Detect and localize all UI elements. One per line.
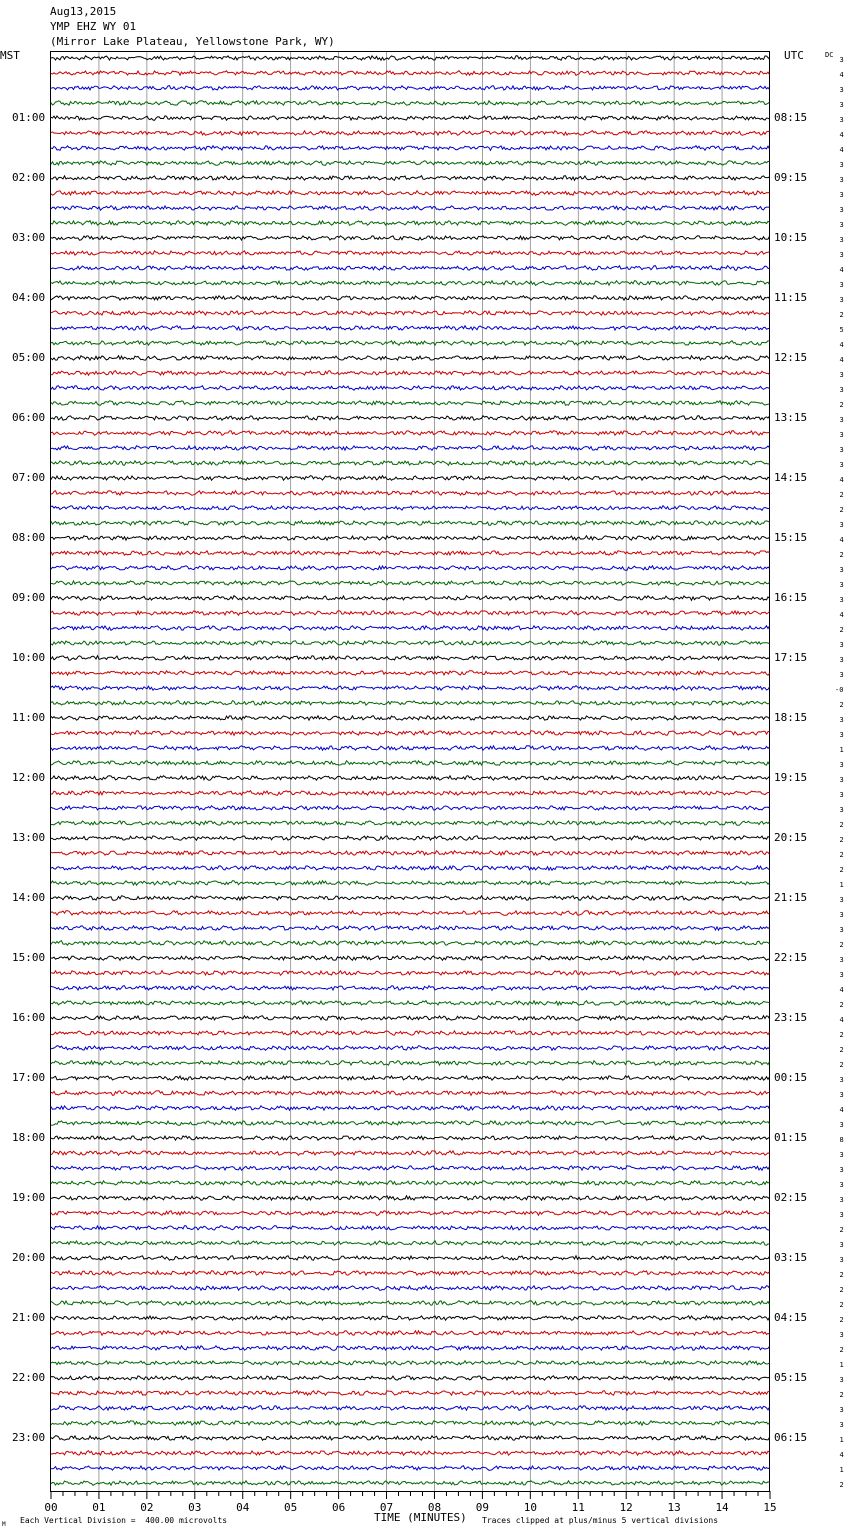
trace-line bbox=[51, 1346, 770, 1351]
dc-value: 3 bbox=[839, 581, 844, 589]
dc-value: 3 bbox=[839, 116, 844, 124]
trace-line bbox=[51, 566, 770, 570]
trace-line bbox=[51, 506, 770, 511]
trace-line bbox=[51, 1151, 770, 1156]
dc-value: 3 bbox=[839, 281, 844, 289]
dc-value: 2 bbox=[839, 1391, 844, 1399]
trace-line bbox=[51, 371, 770, 376]
trace-line bbox=[51, 1316, 770, 1321]
trace-line bbox=[51, 386, 770, 391]
dc-value: 3 bbox=[839, 761, 844, 769]
trace-line bbox=[51, 1406, 770, 1411]
dc-value: 4 bbox=[839, 131, 844, 139]
left-hour-label: 20:00 bbox=[12, 1251, 46, 1264]
x-tick-label: 13 bbox=[667, 1501, 681, 1514]
dc-value: 3 bbox=[839, 596, 844, 604]
dc-value: 3 bbox=[839, 1406, 844, 1414]
dc-value: 4 bbox=[839, 341, 844, 349]
left-hour-label: 04:00 bbox=[12, 291, 46, 304]
trace-line bbox=[51, 776, 770, 781]
trace-line bbox=[51, 1436, 770, 1440]
trace-line bbox=[51, 1196, 770, 1200]
right-hour-label: 16:15 bbox=[774, 591, 808, 604]
dc-value: 4 bbox=[839, 1016, 844, 1024]
trace-line bbox=[51, 746, 770, 750]
dc-value: 3 bbox=[839, 1421, 844, 1429]
dc-value: 2 bbox=[839, 1061, 844, 1069]
dc-value: 2 bbox=[839, 821, 844, 829]
right-hour-label: 14:15 bbox=[774, 471, 808, 484]
trace-line bbox=[51, 191, 770, 196]
trace-line bbox=[51, 341, 770, 346]
dc-value: 2 bbox=[839, 701, 844, 709]
trace-line bbox=[51, 971, 770, 976]
dc-value: 3 bbox=[839, 416, 844, 424]
x-tick-label: 01 bbox=[92, 1501, 106, 1514]
dc-value: 1 bbox=[839, 881, 844, 889]
trace-line bbox=[51, 416, 770, 420]
dc-value: 3 bbox=[839, 161, 844, 169]
dc-value: 2 bbox=[839, 1301, 844, 1309]
scale-note: Each Vertical Division = 400.00 microvolts bbox=[20, 1516, 228, 1525]
left-hour-label: 16:00 bbox=[12, 1011, 46, 1024]
dc-value: 2 bbox=[839, 1481, 844, 1489]
trace-line bbox=[51, 461, 770, 466]
trace-line bbox=[51, 521, 770, 526]
dc-value: 3 bbox=[839, 926, 844, 934]
x-tick-label: 03 bbox=[188, 1501, 202, 1514]
dc-value: 3 bbox=[839, 101, 844, 109]
trace-line bbox=[51, 206, 770, 211]
right-hour-label: 10:15 bbox=[774, 231, 808, 244]
dc-value: 2 bbox=[839, 551, 844, 559]
left-hour-label: 06:00 bbox=[12, 411, 46, 424]
trace-line bbox=[51, 761, 770, 765]
trace-line bbox=[51, 806, 770, 810]
dc-value: 3 bbox=[839, 1076, 844, 1084]
dc-value: 3 bbox=[839, 566, 844, 574]
dc-value: 3 bbox=[839, 1256, 844, 1264]
dc-value: 3 bbox=[839, 431, 844, 439]
trace-line bbox=[51, 551, 770, 555]
dc-value: 3 bbox=[839, 221, 844, 229]
trace-line bbox=[51, 656, 770, 661]
left-hour-label: 13:00 bbox=[12, 831, 46, 844]
trace-line bbox=[51, 491, 770, 495]
dc-value: 3 bbox=[839, 1151, 844, 1159]
right-hour-label: 01:15 bbox=[774, 1131, 808, 1144]
dc-value: 3 bbox=[839, 461, 844, 469]
x-tick-label: 06 bbox=[331, 1501, 346, 1514]
trace-line bbox=[51, 836, 770, 840]
trace-line bbox=[51, 791, 770, 796]
dc-value: 4 bbox=[839, 1451, 844, 1459]
dc-value: 3 bbox=[839, 911, 844, 919]
dc-value: 3 bbox=[839, 1331, 844, 1339]
trace-line bbox=[51, 896, 770, 900]
trace-line bbox=[51, 1211, 770, 1216]
dc-value: 2 bbox=[839, 1226, 844, 1234]
dc-value: 1 bbox=[839, 746, 844, 754]
right-hour-label: 20:15 bbox=[774, 831, 808, 844]
dc-value: 4 bbox=[839, 611, 844, 619]
dc-value: 2 bbox=[839, 851, 844, 859]
dc-value: -0 bbox=[835, 686, 844, 694]
right-hour-label: 11:15 bbox=[774, 291, 808, 304]
left-hour-label: 18:00 bbox=[12, 1131, 46, 1144]
dc-value: 2 bbox=[839, 1316, 844, 1324]
dc-value: 3 bbox=[839, 1091, 844, 1099]
trace-line bbox=[51, 446, 770, 451]
x-tick-label: 10 bbox=[523, 1501, 537, 1514]
dc-value: 3 bbox=[839, 1166, 844, 1174]
trace-line bbox=[51, 1136, 770, 1140]
left-hour-label: 08:00 bbox=[12, 531, 46, 544]
trace-line bbox=[51, 311, 770, 316]
trace-line bbox=[51, 236, 770, 241]
dc-value: 3 bbox=[839, 236, 844, 244]
trace-line bbox=[51, 221, 770, 226]
left-hour-label: 05:00 bbox=[12, 351, 46, 364]
dc-column-label: DC bbox=[825, 51, 834, 59]
trace-line bbox=[51, 431, 770, 436]
trace-line bbox=[51, 1091, 770, 1096]
dc-value: 2 bbox=[839, 1046, 844, 1054]
dc-value: 2 bbox=[839, 866, 844, 874]
trace-line bbox=[51, 1076, 770, 1080]
x-tick-label: 08 bbox=[427, 1501, 442, 1514]
right-hour-label: 13:15 bbox=[774, 411, 808, 424]
dc-value: 3 bbox=[839, 176, 844, 184]
left-timezone-label: MST bbox=[0, 49, 20, 62]
dc-value: 2 bbox=[839, 1286, 844, 1294]
trace-line bbox=[51, 731, 770, 736]
dc-value: 3 bbox=[839, 1181, 844, 1189]
trace-line bbox=[51, 296, 770, 300]
left-hour-label: 19:00 bbox=[12, 1191, 46, 1204]
trace-line bbox=[51, 986, 770, 991]
dc-value: 3 bbox=[839, 371, 844, 379]
dc-value: 2 bbox=[839, 1346, 844, 1354]
plot-date: Aug13,2015 bbox=[50, 5, 117, 18]
dc-value: 3 bbox=[839, 731, 844, 739]
dc-value: 1 bbox=[839, 1361, 844, 1369]
dc-value: 1 bbox=[839, 1436, 844, 1444]
trace-line bbox=[51, 1466, 770, 1471]
trace-line bbox=[51, 161, 770, 166]
dc-value: 4 bbox=[839, 536, 844, 544]
dc-value: 3 bbox=[839, 956, 844, 964]
clip-note: Traces clipped at plus/minus 5 vertical divisions bbox=[482, 1516, 719, 1525]
trace-line bbox=[51, 1391, 770, 1396]
trace-line bbox=[51, 716, 770, 720]
x-tick-label: 15 bbox=[763, 1501, 777, 1514]
dc-value: 3 bbox=[839, 521, 844, 529]
trace-line bbox=[51, 1061, 770, 1066]
trace-line bbox=[51, 881, 770, 886]
dc-value: 3 bbox=[839, 791, 844, 799]
dc-value: 3 bbox=[839, 1376, 844, 1384]
trace-line bbox=[51, 1271, 770, 1275]
left-hour-label: 03:00 bbox=[12, 231, 46, 244]
trace-line bbox=[51, 176, 770, 181]
dc-value: 2 bbox=[839, 506, 844, 514]
trace-line bbox=[51, 1451, 770, 1456]
trace-line bbox=[51, 1106, 770, 1111]
trace-line bbox=[51, 401, 770, 406]
left-hour-label: 11:00 bbox=[12, 711, 46, 724]
right-hour-label: 22:15 bbox=[774, 951, 808, 964]
dc-value: 3 bbox=[839, 641, 844, 649]
x-tick-label: 12 bbox=[619, 1501, 633, 1514]
trace-line bbox=[51, 281, 770, 286]
trace-line bbox=[51, 116, 770, 121]
right-hour-label: 05:15 bbox=[774, 1371, 808, 1384]
right-hour-label: 08:15 bbox=[774, 111, 808, 124]
x-tick-label: 07 bbox=[379, 1501, 394, 1514]
trace-group bbox=[51, 56, 770, 1486]
trace-line bbox=[51, 1181, 770, 1186]
dc-value: 2 bbox=[839, 401, 844, 409]
trace-line bbox=[51, 1001, 770, 1006]
right-hour-label: 00:15 bbox=[774, 1071, 808, 1084]
trace-line bbox=[51, 701, 770, 706]
trace-line bbox=[51, 611, 770, 616]
trace-line bbox=[51, 266, 770, 271]
right-hour-label: 23:15 bbox=[774, 1011, 808, 1024]
left-hour-label: 02:00 bbox=[12, 171, 46, 184]
left-hour-label: 09:00 bbox=[12, 591, 46, 604]
x-tick-label: 04 bbox=[236, 1501, 250, 1514]
right-timezone-label: UTC bbox=[784, 49, 804, 62]
trace-line bbox=[51, 1361, 770, 1365]
dc-value: 3 bbox=[839, 191, 844, 199]
dc-value: 3 bbox=[839, 656, 844, 664]
trace-line bbox=[51, 1256, 770, 1260]
trace-line bbox=[51, 626, 770, 631]
dc-value: 2 bbox=[839, 836, 844, 844]
trace-line bbox=[51, 56, 770, 61]
dc-value: 2 bbox=[839, 491, 844, 499]
dc-value: 3 bbox=[839, 56, 844, 64]
dc-value: 4 bbox=[839, 1106, 844, 1114]
dc-value: 3 bbox=[839, 971, 844, 979]
trace-line bbox=[51, 1286, 770, 1291]
dc-value: 2 bbox=[839, 941, 844, 949]
left-hour-label: 15:00 bbox=[12, 951, 46, 964]
dc-value: 3 bbox=[839, 1121, 844, 1129]
trace-line bbox=[51, 146, 770, 151]
dc-value: 3 bbox=[839, 251, 844, 259]
left-hour-label: 21:00 bbox=[12, 1311, 46, 1324]
trace-line bbox=[51, 1226, 770, 1230]
left-hour-label: 14:00 bbox=[12, 891, 46, 904]
dc-value: 3 bbox=[839, 1211, 844, 1219]
trace-line bbox=[51, 1121, 770, 1125]
right-hour-label: 19:15 bbox=[774, 771, 808, 784]
dc-value: 3 bbox=[839, 1241, 844, 1249]
x-tick-label: 02 bbox=[140, 1501, 154, 1514]
right-hour-label: 02:15 bbox=[774, 1191, 808, 1204]
dc-value: 3 bbox=[839, 86, 844, 94]
trace-line bbox=[51, 101, 770, 105]
trace-line bbox=[51, 1421, 770, 1426]
trace-line bbox=[51, 1166, 770, 1171]
x-tick-label: 05 bbox=[284, 1501, 298, 1514]
trace-line bbox=[51, 1301, 770, 1306]
dc-value: 3 bbox=[839, 716, 844, 724]
trace-line bbox=[51, 356, 770, 361]
left-hour-label: 10:00 bbox=[12, 651, 46, 664]
right-hour-label: 06:15 bbox=[774, 1431, 808, 1444]
dc-value: 8 bbox=[839, 1136, 844, 1144]
dc-value: 2 bbox=[839, 626, 844, 634]
left-hour-label: 17:00 bbox=[12, 1071, 46, 1084]
x-tick-label: 11 bbox=[571, 1501, 585, 1514]
right-hour-label: 03:15 bbox=[774, 1251, 808, 1264]
x-axis-title: TIME (MINUTES) bbox=[374, 1511, 467, 1524]
trace-line bbox=[51, 911, 770, 916]
station-location: (Mirror Lake Plateau, Yellowstone Park, WY) bbox=[50, 35, 335, 48]
trace-line bbox=[51, 71, 770, 76]
dc-value: 3 bbox=[839, 776, 844, 784]
trace-line bbox=[51, 1241, 770, 1246]
dc-value: 2 bbox=[839, 1001, 844, 1009]
trace-line bbox=[51, 956, 770, 961]
trace-line bbox=[51, 941, 770, 945]
left-hour-label: 23:00 bbox=[12, 1431, 46, 1444]
trace-line bbox=[51, 1376, 770, 1380]
dc-value: 5 bbox=[839, 326, 844, 334]
plot-frame bbox=[51, 52, 770, 1492]
trace-line bbox=[51, 1031, 770, 1035]
trace-line bbox=[51, 1046, 770, 1051]
dc-value: 3 bbox=[839, 671, 844, 679]
dc-value: 4 bbox=[839, 476, 844, 484]
trace-line bbox=[51, 821, 770, 826]
trace-line bbox=[51, 671, 770, 675]
right-hour-label: 04:15 bbox=[774, 1311, 808, 1324]
dc-value: 3 bbox=[839, 896, 844, 904]
dc-value: 3 bbox=[839, 806, 844, 814]
dc-value: 2 bbox=[839, 1031, 844, 1039]
trace-line bbox=[51, 926, 770, 931]
corner-mark: M bbox=[2, 1521, 6, 1528]
left-hour-label: 22:00 bbox=[12, 1371, 46, 1384]
x-tick-label: 00 bbox=[44, 1501, 58, 1514]
right-hour-label: 18:15 bbox=[774, 711, 808, 724]
trace-line bbox=[51, 1481, 770, 1486]
left-hour-label: 07:00 bbox=[12, 471, 46, 484]
station-code: YMP EHZ WY 01 bbox=[50, 20, 137, 33]
right-hour-label: 21:15 bbox=[774, 891, 808, 904]
trace-line bbox=[51, 581, 770, 585]
trace-line bbox=[51, 1016, 770, 1021]
dc-value: 4 bbox=[839, 146, 844, 154]
left-hour-label: 01:00 bbox=[12, 111, 46, 124]
dc-value: 3 bbox=[839, 446, 844, 454]
left-hour-label: 12:00 bbox=[12, 771, 46, 784]
dc-value: 3 bbox=[839, 386, 844, 394]
dc-value: 4 bbox=[839, 356, 844, 364]
dc-value: 4 bbox=[839, 71, 844, 79]
trace-line bbox=[51, 326, 770, 330]
dc-value: 4 bbox=[839, 266, 844, 274]
x-tick-label: 14 bbox=[715, 1501, 729, 1514]
trace-line bbox=[51, 536, 770, 541]
trace-line bbox=[51, 476, 770, 481]
trace-line bbox=[51, 1331, 770, 1336]
trace-line bbox=[51, 251, 770, 255]
trace-line bbox=[51, 641, 770, 646]
dc-value: 3 bbox=[839, 206, 844, 214]
dc-value: 4 bbox=[839, 986, 844, 994]
dc-value: 2 bbox=[839, 311, 844, 319]
right-hour-label: 12:15 bbox=[774, 351, 808, 364]
dc-value: 3 bbox=[839, 1196, 844, 1204]
dc-value: 3 bbox=[839, 296, 844, 304]
trace-line bbox=[51, 131, 770, 136]
right-hour-label: 17:15 bbox=[774, 651, 808, 664]
dc-value: 1 bbox=[839, 1466, 844, 1474]
trace-line bbox=[51, 596, 770, 601]
trace-line bbox=[51, 686, 770, 691]
dc-value: 2 bbox=[839, 1271, 844, 1279]
x-tick-label: 09 bbox=[475, 1501, 490, 1514]
right-hour-label: 15:15 bbox=[774, 531, 808, 544]
trace-line bbox=[51, 86, 770, 91]
right-hour-label: 09:15 bbox=[774, 171, 808, 184]
trace-line bbox=[51, 851, 770, 856]
trace-line bbox=[51, 866, 770, 870]
